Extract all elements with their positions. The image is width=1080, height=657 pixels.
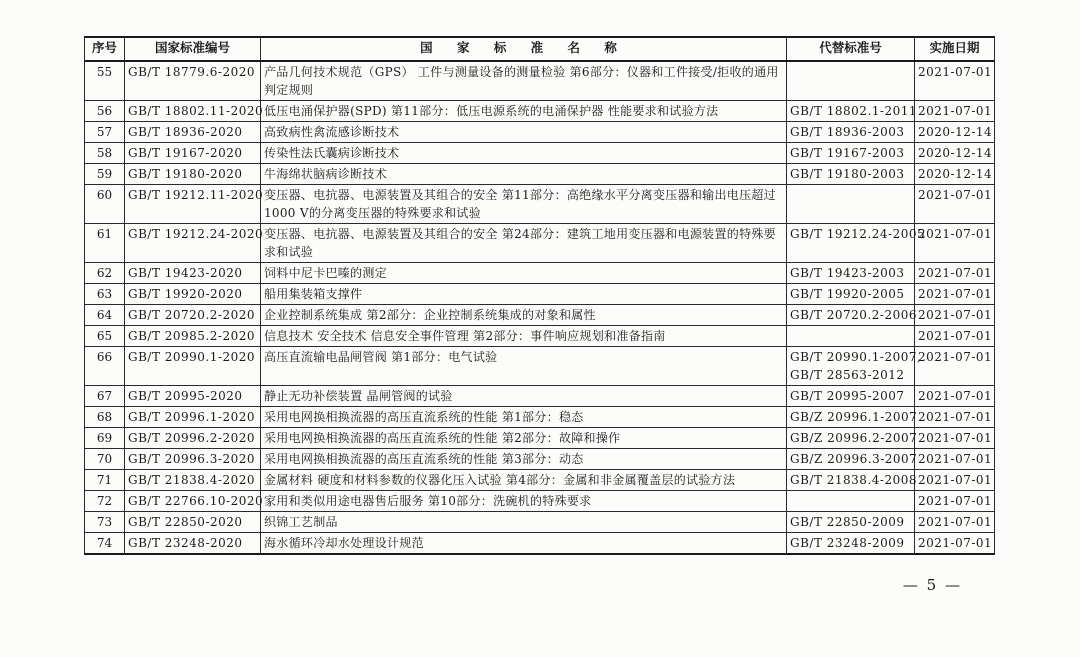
cell-replaced-standard bbox=[787, 61, 915, 101]
cell-standard-code: GB/T 19167-2020 bbox=[125, 143, 261, 164]
cell-standard-name: 企业控制系统集成 第2部分：企业控制系统集成的对象和属性 bbox=[261, 305, 787, 326]
cell-no: 70 bbox=[85, 449, 125, 470]
cell-no: 62 bbox=[85, 263, 125, 284]
table-header-row bbox=[85, 37, 995, 61]
cell-no: 69 bbox=[85, 428, 125, 449]
cell-no: 60 bbox=[85, 185, 125, 224]
table-row bbox=[85, 143, 995, 164]
cell-standard-name: 金属材料 硬度和材料参数的仪器化压入试验 第4部分：金属和非金属覆盖层的试验方法 bbox=[261, 470, 787, 491]
cell-standard-code: GB/T 19212.11-2020 bbox=[125, 185, 261, 224]
cell-standard-name: 采用电网换相换流器的高压直流系统的性能 第3部分：动态 bbox=[261, 449, 787, 470]
cell-no: 74 bbox=[85, 533, 125, 555]
cell-standard-code: GB/T 23248-2020 bbox=[125, 533, 261, 555]
table-row bbox=[85, 533, 995, 555]
cell-effective-date: 2021-07-01 bbox=[915, 449, 995, 470]
cell-replaced-standard: GB/Z 20996.1-2007 bbox=[787, 407, 915, 428]
cell-replaced-standard: GB/T 20995-2007 bbox=[787, 386, 915, 407]
cell-replaced-standard: GB/Z 20996.3-2007 bbox=[787, 449, 915, 470]
table-row bbox=[85, 449, 995, 470]
table-row bbox=[85, 347, 995, 386]
cell-no: 63 bbox=[85, 284, 125, 305]
cell-replaced-standard: GB/T 19212.24-2005 bbox=[787, 224, 915, 263]
table-row bbox=[85, 512, 995, 533]
cell-effective-date: 2021-07-01 bbox=[915, 305, 995, 326]
cell-effective-date: 2021-07-01 bbox=[915, 533, 995, 555]
cell-effective-date: 2021-07-01 bbox=[915, 470, 995, 491]
cell-no: 71 bbox=[85, 470, 125, 491]
cell-standard-code: GB/T 22850-2020 bbox=[125, 512, 261, 533]
cell-no: 65 bbox=[85, 326, 125, 347]
cell-no: 57 bbox=[85, 122, 125, 143]
cell-effective-date: 2021-07-01 bbox=[915, 347, 995, 386]
cell-standard-name: 产品几何技术规范（GPS） 工件与测量设备的测量检验 第6部分：仪器和工件接受/拒收的通用判定规则 bbox=[261, 61, 787, 101]
cell-standard-code: GB/T 19423-2020 bbox=[125, 263, 261, 284]
table-row bbox=[85, 428, 995, 449]
page-number: — 5 — bbox=[902, 576, 962, 594]
cell-standard-name: 低压电涌保护器(SPD) 第11部分：低压电源系统的电涌保护器 性能要求和试验方法 bbox=[261, 101, 787, 122]
cell-standard-name: 饲料中尼卡巴嗪的测定 bbox=[261, 263, 787, 284]
cell-standard-code: GB/T 19180-2020 bbox=[125, 164, 261, 185]
cell-standard-code: GB/T 20995-2020 bbox=[125, 386, 261, 407]
cell-effective-date: 2021-07-01 bbox=[915, 185, 995, 224]
table-row bbox=[85, 101, 995, 122]
cell-effective-date: 2021-07-01 bbox=[915, 101, 995, 122]
cell-effective-date: 2021-07-01 bbox=[915, 407, 995, 428]
cell-no: 73 bbox=[85, 512, 125, 533]
header-name: 国 家 标 准 名 称 bbox=[261, 37, 787, 61]
standards-table bbox=[84, 36, 995, 555]
cell-effective-date: 2020-12-14 bbox=[915, 164, 995, 185]
table-row bbox=[85, 407, 995, 428]
cell-replaced-standard: GB/T 20990.1-2007, GB/T 28563-2012 bbox=[787, 347, 915, 386]
cell-effective-date: 2020-12-14 bbox=[915, 122, 995, 143]
cell-replaced-standard bbox=[787, 185, 915, 224]
cell-no: 67 bbox=[85, 386, 125, 407]
cell-replaced-standard: GB/T 19423-2003 bbox=[787, 263, 915, 284]
cell-replaced-standard: GB/T 22850-2009 bbox=[787, 512, 915, 533]
table-row bbox=[85, 224, 995, 263]
cell-effective-date: 2021-07-01 bbox=[915, 512, 995, 533]
cell-standard-code: GB/T 18802.11-2020 bbox=[125, 101, 261, 122]
cell-replaced-standard: GB/T 20720.2-2006 bbox=[787, 305, 915, 326]
cell-standard-code: GB/T 21838.4-2020 bbox=[125, 470, 261, 491]
cell-replaced-standard: GB/Z 20996.2-2007 bbox=[787, 428, 915, 449]
table-body bbox=[85, 61, 995, 554]
cell-standard-code: GB/T 20985.2-2020 bbox=[125, 326, 261, 347]
cell-effective-date: 2021-07-01 bbox=[915, 263, 995, 284]
cell-standard-code: GB/T 20990.1-2020 bbox=[125, 347, 261, 386]
cell-no: 55 bbox=[85, 61, 125, 101]
cell-standard-code: GB/T 20996.3-2020 bbox=[125, 449, 261, 470]
cell-standard-name: 变压器、电抗器、电源装置及其组合的安全 第24部分：建筑工地用变压器和电源装置的特殊要求和试验 bbox=[261, 224, 787, 263]
cell-replaced-standard: GB/T 19167-2003 bbox=[787, 143, 915, 164]
cell-effective-date: 2021-07-01 bbox=[915, 386, 995, 407]
cell-no: 59 bbox=[85, 164, 125, 185]
cell-replaced-standard: GB/T 18802.1-2011 bbox=[787, 101, 915, 122]
header-no: 序号 bbox=[85, 37, 125, 61]
table-row bbox=[85, 386, 995, 407]
cell-standard-name: 织锦工艺制品 bbox=[261, 512, 787, 533]
cell-replaced-standard: GB/T 21838.4-2008 bbox=[787, 470, 915, 491]
cell-no: 64 bbox=[85, 305, 125, 326]
cell-standard-name: 传染性法氏囊病诊断技术 bbox=[261, 143, 787, 164]
table-row bbox=[85, 185, 995, 224]
cell-standard-code: GB/T 18936-2020 bbox=[125, 122, 261, 143]
cell-standard-name: 高致病性禽流感诊断技术 bbox=[261, 122, 787, 143]
cell-standard-name: 采用电网换相换流器的高压直流系统的性能 第2部分：故障和操作 bbox=[261, 428, 787, 449]
table-row bbox=[85, 326, 995, 347]
cell-standard-name: 变压器、电抗器、电源装置及其组合的安全 第11部分：高绝缘水平分离变压器和输出电压超过1000 V的分离变压器的特殊要求和试验 bbox=[261, 185, 787, 224]
table-row bbox=[85, 305, 995, 326]
cell-replaced-standard bbox=[787, 491, 915, 512]
cell-effective-date: 2021-07-01 bbox=[915, 61, 995, 101]
cell-no: 72 bbox=[85, 491, 125, 512]
cell-standard-code: GB/T 20996.1-2020 bbox=[125, 407, 261, 428]
cell-standard-code: GB/T 20996.2-2020 bbox=[125, 428, 261, 449]
cell-replaced-standard: GB/T 23248-2009 bbox=[787, 533, 915, 555]
cell-standard-name: 静止无功补偿装置 晶闸管阀的试验 bbox=[261, 386, 787, 407]
cell-no: 68 bbox=[85, 407, 125, 428]
cell-standard-code: GB/T 20720.2-2020 bbox=[125, 305, 261, 326]
header-code: 国家标准编号 bbox=[125, 37, 261, 61]
cell-standard-code: GB/T 19920-2020 bbox=[125, 284, 261, 305]
cell-standard-name: 信息技术 安全技术 信息安全事件管理 第2部分：事件响应规划和准备指南 bbox=[261, 326, 787, 347]
cell-standard-name: 采用电网换相换流器的高压直流系统的性能 第1部分：稳态 bbox=[261, 407, 787, 428]
cell-effective-date: 2020-12-14 bbox=[915, 143, 995, 164]
header-replaced: 代替标准号 bbox=[787, 37, 915, 61]
cell-no: 66 bbox=[85, 347, 125, 386]
cell-standard-name: 牛海绵状脑病诊断技术 bbox=[261, 164, 787, 185]
table-row bbox=[85, 263, 995, 284]
table-row bbox=[85, 491, 995, 512]
cell-effective-date: 2021-07-01 bbox=[915, 326, 995, 347]
cell-replaced-standard bbox=[787, 326, 915, 347]
table-row bbox=[85, 470, 995, 491]
table-row bbox=[85, 284, 995, 305]
table-row bbox=[85, 164, 995, 185]
cell-standard-code: GB/T 18779.6-2020 bbox=[125, 61, 261, 101]
cell-standard-code: GB/T 22766.10-2020 bbox=[125, 491, 261, 512]
cell-effective-date: 2021-07-01 bbox=[915, 284, 995, 305]
cell-standard-name: 高压直流输电晶闸管阀 第1部分：电气试验 bbox=[261, 347, 787, 386]
cell-standard-name: 海水循环冷却水处理设计规范 bbox=[261, 533, 787, 555]
cell-effective-date: 2021-07-01 bbox=[915, 491, 995, 512]
cell-replaced-standard: GB/T 18936-2003 bbox=[787, 122, 915, 143]
cell-standard-code: GB/T 19212.24-2020 bbox=[125, 224, 261, 263]
table-row bbox=[85, 61, 995, 101]
cell-replaced-standard: GB/T 19180-2003 bbox=[787, 164, 915, 185]
cell-no: 58 bbox=[85, 143, 125, 164]
cell-effective-date: 2021-07-01 bbox=[915, 428, 995, 449]
cell-standard-name: 家用和类似用途电器售后服务 第10部分：洗碗机的特殊要求 bbox=[261, 491, 787, 512]
cell-standard-name: 船用集装箱支撑件 bbox=[261, 284, 787, 305]
cell-replaced-standard: GB/T 19920-2005 bbox=[787, 284, 915, 305]
table-row bbox=[85, 122, 995, 143]
header-date: 实施日期 bbox=[915, 37, 995, 61]
cell-effective-date: 2021-07-01 bbox=[915, 224, 995, 263]
cell-no: 56 bbox=[85, 101, 125, 122]
cell-no: 61 bbox=[85, 224, 125, 263]
